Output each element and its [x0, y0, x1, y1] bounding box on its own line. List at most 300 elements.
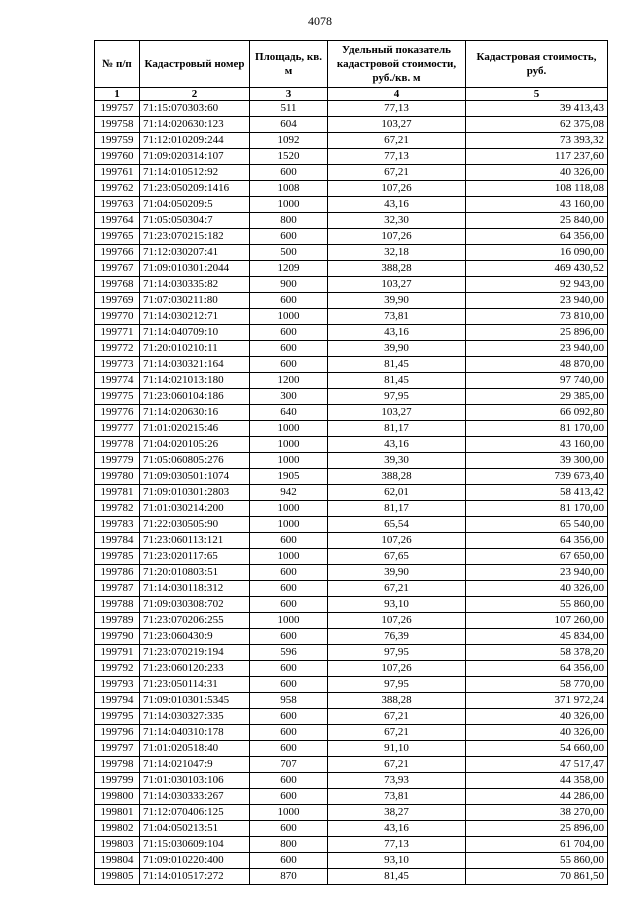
table-row [95, 149, 608, 165]
cadastral-value-cell: 81 170,00 [466, 421, 608, 437]
cadastral-value-cell: 55 860,00 [466, 853, 608, 869]
specific-value-cell: 73,81 [328, 309, 466, 325]
cadastral-value-cell: 64 356,00 [466, 661, 608, 677]
area-cell: 600 [250, 773, 328, 789]
row-number-cell: 199799 [95, 773, 140, 789]
row-number-cell: 199770 [95, 309, 140, 325]
table-row [95, 821, 608, 837]
row-number-cell: 199795 [95, 709, 140, 725]
cadastral-value-cell: 97 740,00 [466, 373, 608, 389]
area-cell: 1905 [250, 469, 328, 485]
cadastral-value-cell: 44 286,00 [466, 789, 608, 805]
table-row [95, 485, 608, 501]
cadastral-number-cell: 71:01:030103:106 [140, 773, 250, 789]
row-number-cell: 199790 [95, 629, 140, 645]
table-row [95, 437, 608, 453]
cadastral-value-cell: 117 237,60 [466, 149, 608, 165]
area-cell: 958 [250, 693, 328, 709]
table-row [95, 277, 608, 293]
row-number-cell: 199778 [95, 437, 140, 453]
specific-value-cell: 388,28 [328, 261, 466, 277]
cadastral-number-cell: 71:04:050213:51 [140, 821, 250, 837]
specific-value-cell: 103,27 [328, 117, 466, 133]
row-number-cell: 199767 [95, 261, 140, 277]
row-number-cell: 199792 [95, 661, 140, 677]
table-row [95, 213, 608, 229]
cadastral-value-table [94, 40, 608, 885]
specific-value-cell: 67,21 [328, 725, 466, 741]
area-cell: 1000 [250, 549, 328, 565]
specific-value-cell: 39,90 [328, 565, 466, 581]
table-row [95, 469, 608, 485]
cadastral-value-cell: 23 940,00 [466, 293, 608, 309]
row-number-cell: 199760 [95, 149, 140, 165]
area-cell: 1000 [250, 309, 328, 325]
cadastral-number-cell: 71:14:030212:71 [140, 309, 250, 325]
cadastral-value-cell: 25 840,00 [466, 213, 608, 229]
area-cell: 596 [250, 645, 328, 661]
area-cell: 800 [250, 213, 328, 229]
column-number: 4 [328, 88, 466, 101]
table-row [95, 229, 608, 245]
specific-value-cell: 43,16 [328, 437, 466, 453]
cadastral-value-cell: 469 430,52 [466, 261, 608, 277]
specific-value-cell: 32,18 [328, 245, 466, 261]
cadastral-number-cell: 71:14:021047:9 [140, 757, 250, 773]
cadastral-number-cell: 71:23:060430:9 [140, 629, 250, 645]
row-number-cell: 199771 [95, 325, 140, 341]
cadastral-value-cell: 64 356,00 [466, 229, 608, 245]
table-row [95, 117, 608, 133]
cadastral-number-cell: 71:20:010803:51 [140, 565, 250, 581]
specific-value-cell: 97,95 [328, 389, 466, 405]
area-cell: 600 [250, 725, 328, 741]
table-row [95, 517, 608, 533]
cadastral-number-cell: 71:23:060120:233 [140, 661, 250, 677]
row-number-cell: 199765 [95, 229, 140, 245]
cadastral-value-cell: 47 517,47 [466, 757, 608, 773]
area-cell: 300 [250, 389, 328, 405]
row-number-cell: 199758 [95, 117, 140, 133]
cadastral-value-cell: 40 326,00 [466, 709, 608, 725]
table-header-row [95, 41, 608, 88]
cadastral-number-cell: 71:09:030308:702 [140, 597, 250, 613]
area-cell: 1000 [250, 421, 328, 437]
header-area: Площадь, кв. м [250, 41, 328, 88]
area-cell: 600 [250, 581, 328, 597]
cadastral-number-cell: 71:23:060113:121 [140, 533, 250, 549]
row-number-cell: 199793 [95, 677, 140, 693]
cadastral-value-cell: 66 092,80 [466, 405, 608, 421]
area-cell: 600 [250, 565, 328, 581]
area-cell: 600 [250, 853, 328, 869]
row-number-cell: 199797 [95, 741, 140, 757]
cadastral-value-cell: 38 270,00 [466, 805, 608, 821]
cadastral-value-cell: 40 326,00 [466, 725, 608, 741]
cadastral-value-cell: 62 375,08 [466, 117, 608, 133]
cadastral-number-cell: 71:14:030321:164 [140, 357, 250, 373]
specific-value-cell: 81,17 [328, 421, 466, 437]
cadastral-number-cell: 71:23:070215:182 [140, 229, 250, 245]
cadastral-value-cell: 73 393,32 [466, 133, 608, 149]
area-cell: 640 [250, 405, 328, 421]
cadastral-number-cell: 71:04:020105:26 [140, 437, 250, 453]
cadastral-value-cell: 65 540,00 [466, 517, 608, 533]
specific-value-cell: 97,95 [328, 645, 466, 661]
cadastral-value-cell: 58 770,00 [466, 677, 608, 693]
area-cell: 511 [250, 101, 328, 117]
area-cell: 1000 [250, 197, 328, 213]
specific-value-cell: 67,21 [328, 165, 466, 181]
area-cell: 1000 [250, 517, 328, 533]
cadastral-number-cell: 71:14:010517:272 [140, 869, 250, 885]
table-row [95, 677, 608, 693]
specific-value-cell: 81,45 [328, 373, 466, 389]
row-number-cell: 199794 [95, 693, 140, 709]
row-number-cell: 199775 [95, 389, 140, 405]
row-number-cell: 199782 [95, 501, 140, 517]
cadastral-value-cell: 43 160,00 [466, 197, 608, 213]
area-cell: 600 [250, 741, 328, 757]
table-row [95, 773, 608, 789]
cadastral-value-cell: 23 940,00 [466, 565, 608, 581]
row-number-cell: 199762 [95, 181, 140, 197]
row-number-cell: 199791 [95, 645, 140, 661]
cadastral-number-cell: 71:01:030214:200 [140, 501, 250, 517]
row-number-cell: 199803 [95, 837, 140, 853]
cadastral-value-cell: 70 861,50 [466, 869, 608, 885]
specific-value-cell: 67,21 [328, 757, 466, 773]
specific-value-cell: 67,21 [328, 581, 466, 597]
specific-value-cell: 73,93 [328, 773, 466, 789]
header-cadastral-number: Кадастровый номер [140, 41, 250, 88]
specific-value-cell: 107,26 [328, 661, 466, 677]
area-cell: 1008 [250, 181, 328, 197]
specific-value-cell: 43,16 [328, 325, 466, 341]
table-row [95, 853, 608, 869]
table-row [95, 741, 608, 757]
area-cell: 600 [250, 661, 328, 677]
row-number-cell: 199798 [95, 757, 140, 773]
area-cell: 600 [250, 325, 328, 341]
row-number-cell: 199801 [95, 805, 140, 821]
table-body [95, 101, 608, 885]
cadastral-number-cell: 71:12:010209:244 [140, 133, 250, 149]
area-cell: 1000 [250, 805, 328, 821]
specific-value-cell: 76,39 [328, 629, 466, 645]
specific-value-cell: 81,45 [328, 357, 466, 373]
area-cell: 1000 [250, 453, 328, 469]
specific-value-cell: 67,21 [328, 709, 466, 725]
cadastral-value-cell: 43 160,00 [466, 437, 608, 453]
area-cell: 600 [250, 677, 328, 693]
table-row [95, 421, 608, 437]
cadastral-number-cell: 71:01:020518:40 [140, 741, 250, 757]
specific-value-cell: 107,26 [328, 533, 466, 549]
area-cell: 1520 [250, 149, 328, 165]
specific-value-cell: 43,16 [328, 821, 466, 837]
cadastral-value-cell: 67 650,00 [466, 549, 608, 565]
specific-value-cell: 65,54 [328, 517, 466, 533]
area-cell: 900 [250, 277, 328, 293]
row-number-cell: 199780 [95, 469, 140, 485]
cadastral-value-cell: 44 358,00 [466, 773, 608, 789]
row-number-cell: 199757 [95, 101, 140, 117]
cadastral-number-cell: 71:05:050304:7 [140, 213, 250, 229]
cadastral-number-cell: 71:20:010210:11 [140, 341, 250, 357]
area-cell: 600 [250, 357, 328, 373]
table-row [95, 805, 608, 821]
area-cell: 800 [250, 837, 328, 853]
table-row [95, 789, 608, 805]
table-row [95, 165, 608, 181]
specific-value-cell: 73,81 [328, 789, 466, 805]
row-number-cell: 199786 [95, 565, 140, 581]
cadastral-number-cell: 71:09:010301:2044 [140, 261, 250, 277]
table-row [95, 197, 608, 213]
table-row [95, 293, 608, 309]
area-cell: 600 [250, 533, 328, 549]
row-number-cell: 199789 [95, 613, 140, 629]
row-number-cell: 199774 [95, 373, 140, 389]
cadastral-number-cell: 71:14:030118:312 [140, 581, 250, 597]
cadastral-number-cell: 71:22:030505:90 [140, 517, 250, 533]
specific-value-cell: 107,26 [328, 181, 466, 197]
row-number-cell: 199804 [95, 853, 140, 869]
specific-value-cell: 107,26 [328, 229, 466, 245]
specific-value-cell: 97,95 [328, 677, 466, 693]
cadastral-value-cell: 25 896,00 [466, 325, 608, 341]
specific-value-cell: 77,13 [328, 101, 466, 117]
row-number-cell: 199800 [95, 789, 140, 805]
cadastral-number-cell: 71:14:030333:267 [140, 789, 250, 805]
cadastral-value-cell: 739 673,40 [466, 469, 608, 485]
cadastral-value-cell: 73 810,00 [466, 309, 608, 325]
cadastral-number-cell: 71:14:030335:82 [140, 277, 250, 293]
specific-value-cell: 93,10 [328, 597, 466, 613]
table-row [95, 325, 608, 341]
cadastral-number-cell: 71:07:030211:80 [140, 293, 250, 309]
table-row [95, 501, 608, 517]
cadastral-value-cell: 58 413,42 [466, 485, 608, 501]
table-row [95, 101, 608, 117]
cadastral-number-cell: 71:14:010512:92 [140, 165, 250, 181]
area-cell: 942 [250, 485, 328, 501]
specific-value-cell: 39,30 [328, 453, 466, 469]
cadastral-value-cell: 25 896,00 [466, 821, 608, 837]
header-cadastral-value: Кадастровая стоимость, руб. [466, 41, 608, 88]
row-number-cell: 199759 [95, 133, 140, 149]
cadastral-value-cell: 45 834,00 [466, 629, 608, 645]
specific-value-cell: 43,16 [328, 197, 466, 213]
table-row [95, 389, 608, 405]
cadastral-number-cell: 71:14:040709:10 [140, 325, 250, 341]
row-number-cell: 199769 [95, 293, 140, 309]
cadastral-value-cell: 371 972,24 [466, 693, 608, 709]
table-row [95, 341, 608, 357]
area-cell: 1000 [250, 437, 328, 453]
table-row [95, 565, 608, 581]
specific-value-cell: 91,10 [328, 741, 466, 757]
specific-value-cell: 103,27 [328, 277, 466, 293]
row-number-cell: 199802 [95, 821, 140, 837]
area-cell: 600 [250, 821, 328, 837]
cadastral-number-cell: 71:14:020630:16 [140, 405, 250, 421]
cadastral-value-cell: 40 326,00 [466, 165, 608, 181]
row-number-cell: 199773 [95, 357, 140, 373]
cadastral-value-cell: 54 660,00 [466, 741, 608, 757]
specific-value-cell: 67,65 [328, 549, 466, 565]
column-number: 2 [140, 88, 250, 101]
cadastral-number-cell: 71:23:070206:255 [140, 613, 250, 629]
column-number: 1 [95, 88, 140, 101]
cadastral-number-cell: 71:04:050209:5 [140, 197, 250, 213]
row-number-cell: 199776 [95, 405, 140, 421]
table-row [95, 725, 608, 741]
table-row [95, 869, 608, 885]
header-row-number: № п/п [95, 41, 140, 88]
row-number-cell: 199764 [95, 213, 140, 229]
cadastral-value-cell: 61 704,00 [466, 837, 608, 853]
cadastral-value-cell: 16 090,00 [466, 245, 608, 261]
area-cell: 600 [250, 709, 328, 725]
row-number-cell: 199766 [95, 245, 140, 261]
table-row [95, 693, 608, 709]
table-row [95, 645, 608, 661]
cadastral-value-cell: 58 378,20 [466, 645, 608, 661]
cadastral-value-cell: 81 170,00 [466, 501, 608, 517]
table-row [95, 629, 608, 645]
specific-value-cell: 81,45 [328, 869, 466, 885]
table-row [95, 709, 608, 725]
column-number: 5 [466, 88, 608, 101]
cadastral-value-cell: 64 356,00 [466, 533, 608, 549]
cadastral-number-cell: 71:14:030327:335 [140, 709, 250, 725]
table-row [95, 453, 608, 469]
table-row [95, 549, 608, 565]
cadastral-number-cell: 71:01:020215:46 [140, 421, 250, 437]
row-number-cell: 199777 [95, 421, 140, 437]
cadastral-number-cell: 71:09:010301:5345 [140, 693, 250, 709]
specific-value-cell: 81,17 [328, 501, 466, 517]
cadastral-number-cell: 71:12:030207:41 [140, 245, 250, 261]
specific-value-cell: 77,13 [328, 837, 466, 853]
row-number-cell: 199763 [95, 197, 140, 213]
row-number-cell: 199788 [95, 597, 140, 613]
cadastral-number-cell: 71:09:010220:400 [140, 853, 250, 869]
table-row [95, 181, 608, 197]
table-row [95, 357, 608, 373]
table-row [95, 837, 608, 853]
cadastral-number-cell: 71:09:010301:2803 [140, 485, 250, 501]
row-number-cell: 199783 [95, 517, 140, 533]
cadastral-value-cell: 23 940,00 [466, 341, 608, 357]
row-number-cell: 199768 [95, 277, 140, 293]
table-row [95, 533, 608, 549]
cadastral-value-cell: 39 300,00 [466, 453, 608, 469]
cadastral-number-cell: 71:05:060805:276 [140, 453, 250, 469]
table-row [95, 581, 608, 597]
cadastral-number-cell: 71:14:021013:180 [140, 373, 250, 389]
area-cell: 1000 [250, 613, 328, 629]
table-row [95, 661, 608, 677]
table-row [95, 757, 608, 773]
table-row [95, 261, 608, 277]
area-cell: 600 [250, 229, 328, 245]
cadastral-number-cell: 71:23:050209:1416 [140, 181, 250, 197]
cadastral-value-cell: 108 118,08 [466, 181, 608, 197]
cadastral-number-cell: 71:23:050114:31 [140, 677, 250, 693]
table-row [95, 245, 608, 261]
specific-value-cell: 32,30 [328, 213, 466, 229]
cadastral-number-cell: 71:12:070406:125 [140, 805, 250, 821]
row-number-cell: 199785 [95, 549, 140, 565]
specific-value-cell: 107,26 [328, 613, 466, 629]
specific-value-cell: 39,90 [328, 293, 466, 309]
specific-value-cell: 388,28 [328, 693, 466, 709]
area-cell: 1092 [250, 133, 328, 149]
cadastral-number-cell: 71:14:040310:178 [140, 725, 250, 741]
row-number-cell: 199772 [95, 341, 140, 357]
specific-value-cell: 62,01 [328, 485, 466, 501]
row-number-cell: 199761 [95, 165, 140, 181]
row-number-cell: 199784 [95, 533, 140, 549]
cadastral-number-cell: 71:23:060104:186 [140, 389, 250, 405]
area-cell: 1209 [250, 261, 328, 277]
cadastral-number-cell: 71:09:020314:107 [140, 149, 250, 165]
area-cell: 500 [250, 245, 328, 261]
header-specific-value: Удельный показатель кадастровой стоимости, руб./кв. м [328, 41, 466, 88]
table-row [95, 405, 608, 421]
area-cell: 1200 [250, 373, 328, 389]
cadastral-number-cell: 71:23:070219:194 [140, 645, 250, 661]
table-row [95, 373, 608, 389]
column-number-row [95, 88, 608, 101]
cadastral-number-cell: 71:23:020117:65 [140, 549, 250, 565]
cadastral-value-cell: 39 413,43 [466, 101, 608, 117]
area-cell: 600 [250, 789, 328, 805]
area-cell: 604 [250, 117, 328, 133]
specific-value-cell: 103,27 [328, 405, 466, 421]
cadastral-value-cell: 48 870,00 [466, 357, 608, 373]
row-number-cell: 199787 [95, 581, 140, 597]
page-number: 4078 [308, 14, 332, 28]
row-number-cell: 199805 [95, 869, 140, 885]
specific-value-cell: 39,90 [328, 341, 466, 357]
specific-value-cell: 38,27 [328, 805, 466, 821]
row-number-cell: 199779 [95, 453, 140, 469]
cadastral-number-cell: 71:15:070303:60 [140, 101, 250, 117]
cadastral-value-cell: 55 860,00 [466, 597, 608, 613]
area-cell: 600 [250, 629, 328, 645]
row-number-cell: 199796 [95, 725, 140, 741]
specific-value-cell: 67,21 [328, 133, 466, 149]
table-row [95, 309, 608, 325]
table-row [95, 597, 608, 613]
area-cell: 870 [250, 869, 328, 885]
area-cell: 600 [250, 165, 328, 181]
area-cell: 1000 [250, 501, 328, 517]
specific-value-cell: 93,10 [328, 853, 466, 869]
row-number-cell: 199781 [95, 485, 140, 501]
area-cell: 600 [250, 597, 328, 613]
cadastral-number-cell: 71:09:030501:1074 [140, 469, 250, 485]
cadastral-number-cell: 71:15:030609:104 [140, 837, 250, 853]
specific-value-cell: 77,13 [328, 149, 466, 165]
area-cell: 600 [250, 341, 328, 357]
table-row [95, 133, 608, 149]
area-cell: 707 [250, 757, 328, 773]
